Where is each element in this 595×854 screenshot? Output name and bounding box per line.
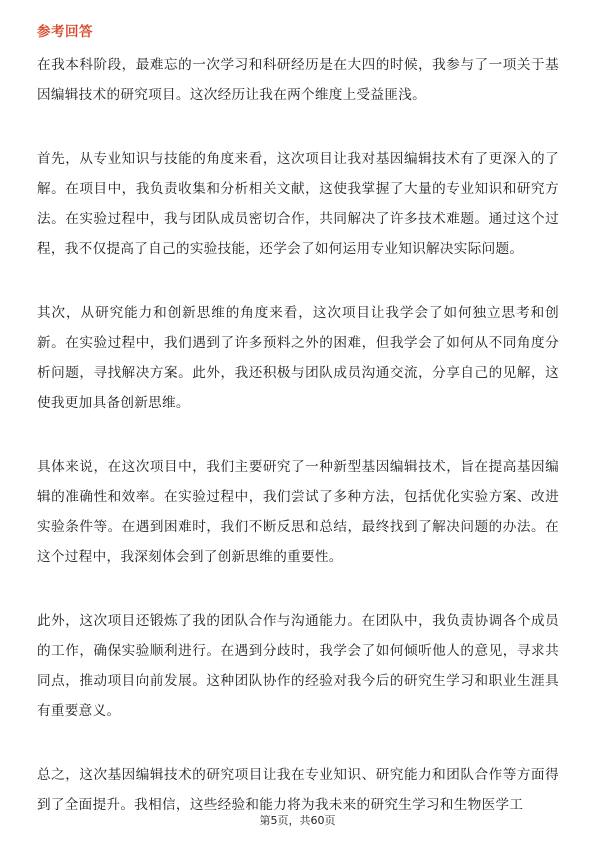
paragraph-1: 在我本科阶段，最难忘的一次学习和科研经历是在大四的时候，我参与了一项关于基因编辑技术的研究项目。这次经历让我在两个维度上受益匪浅。 <box>37 57 559 103</box>
paragraph-4: 具体来说，在这次项目中，我们主要研究了一种新型基因编辑技术，旨在提高基因编辑的准确性和效率。在实验过程中，我们尝试了多种方法，包括优化实验方案、改进实验条件等。在遇到困难时，我们不断反思和总结，最终找到了解决问题的办法。在这个过程中，我深刻体会到了创新思维的重要性。 <box>37 459 559 565</box>
paragraph-6: 总之，这次基因编辑技术的研究项目让我在专业知识、研究能力和团队合作等方面得到了全面提升。我相信，这些经验和能力将为我未来的研究生学习和生物医学工 <box>37 767 559 813</box>
paragraph-5: 此外，这次项目还锻炼了我的团队合作与沟通能力。在团队中，我负责协调各个成员的工作，确保实验顺利进行。在遇到分歧时，我学会了如何倾听他人的意见，寻求共同点，推动项目向前发展。这种团队协作的经验对我今后的研究生学习和职业生涯具有重要意义。 <box>37 613 559 719</box>
paragraph-3: 其次，从研究能力和创新思维的角度来看，这次项目让我学会了如何独立思考和创新。在实验过程中，我们遇到了许多预料之外的困难，但我学会了如何从不同角度分析问题，寻找解决方案。此外，我还积极与团队成员沟通交流，分享自己的见解，这使我更加具备创新思维。 <box>37 305 559 411</box>
section-heading: 参考回答 <box>37 24 93 40</box>
answer-body <box>37 50 559 854</box>
page-number: 第5页，共60页 <box>259 814 336 827</box>
paragraph-2: 首先，从专业知识与技能的角度来看，这次项目让我对基因编辑技术有了更深入的了解。在项目中，我负责收集和分析相关文献，这使我掌握了大量的专业知识和研究方法。在实验过程中，我与团队成员密切合作，共同解决了许多技术难题。通过这个过程，我不仅提高了自己的实验技能，还学会了如何运用专业知识解决实际问题。 <box>37 151 559 257</box>
